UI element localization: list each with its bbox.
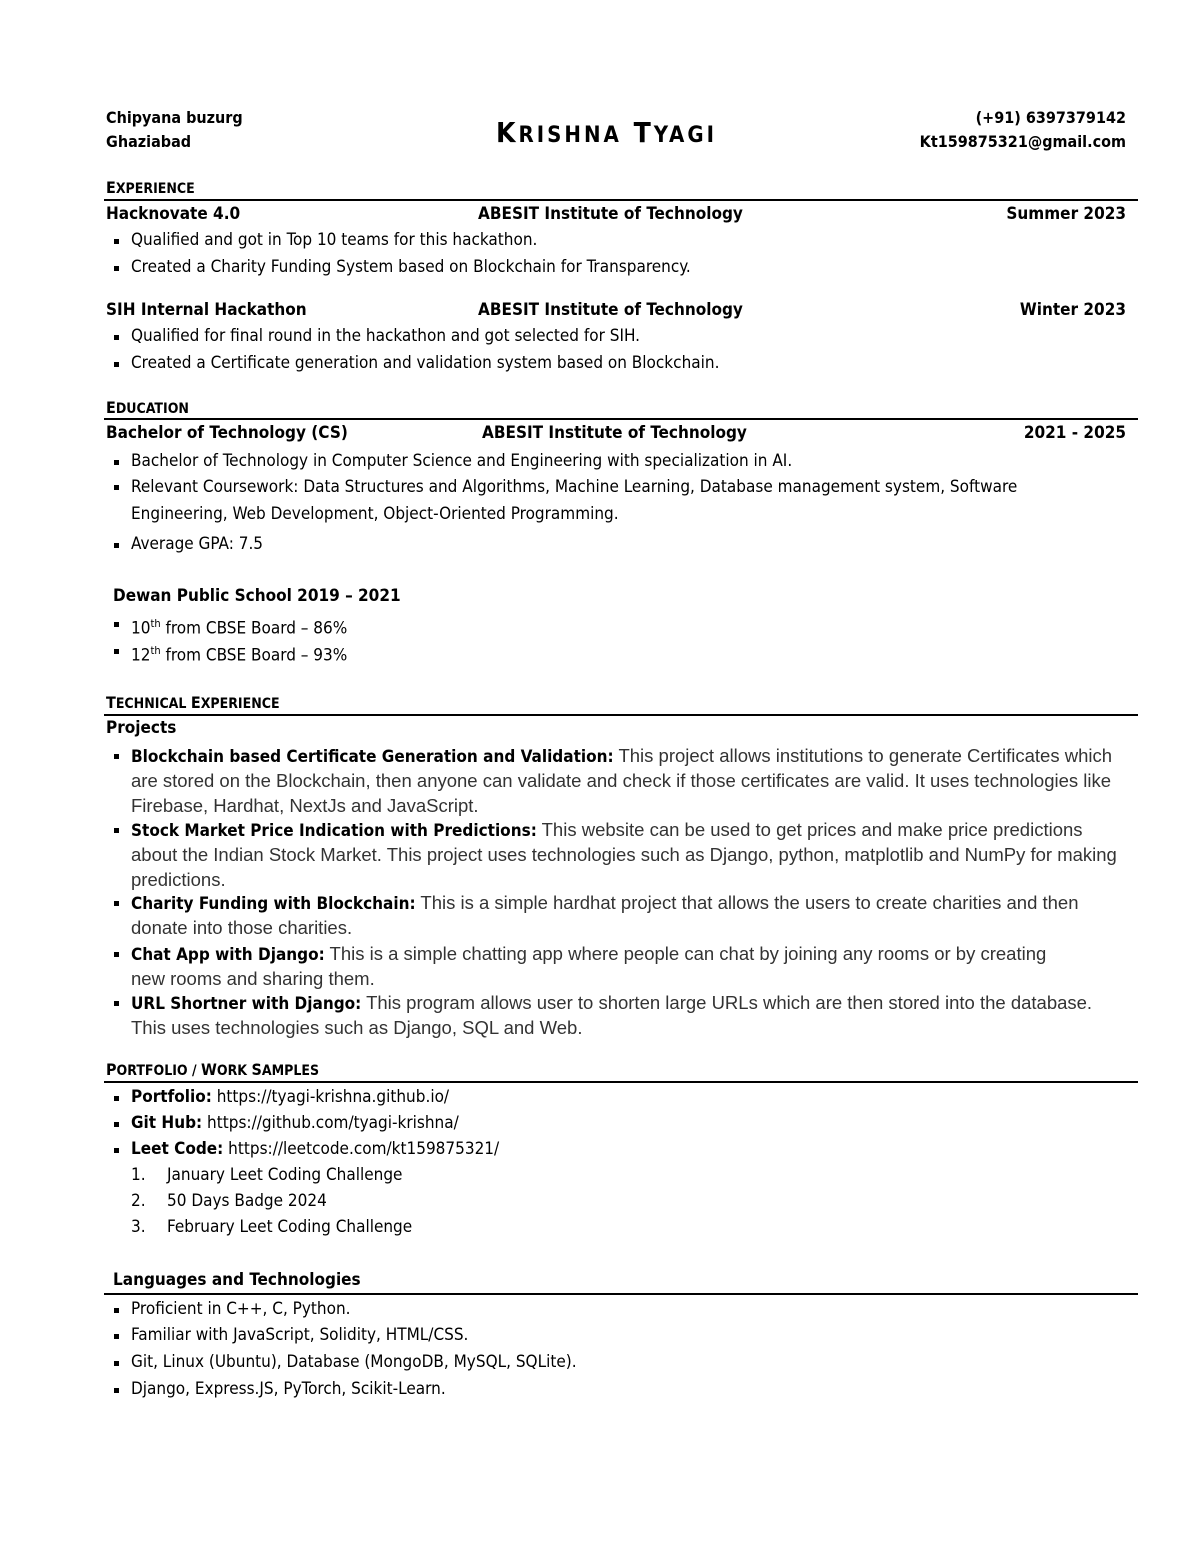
list-item: 10th from CBSE Board – 86% <box>112 611 1132 642</box>
languages-divider <box>104 1293 1138 1295</box>
project-item: URL Shortner with Django: This program allows user to shorten large URLs which are then stored into the database. This uses technologies such as Django, SQL and Web. <box>112 991 1097 1041</box>
experience-divider <box>104 199 1138 201</box>
achievement-item: 1. January Leet Coding Challenge <box>131 1165 403 1185</box>
experience-entry-2 <box>106 300 1126 324</box>
list-item: Familiar with JavaScript, Solidity, HTML/CSS. <box>112 1323 1132 1348</box>
phone-number: (+91) 6397379142 <box>975 108 1126 127</box>
candidate-name: KRISHNA TYAGI <box>496 116 717 149</box>
event-org: ABESIT Institute of Technology <box>478 204 743 224</box>
email-address: Kt159875321@gmail.com <box>919 132 1126 151</box>
github-link[interactable]: https://github.com/tyagi-krishna/ <box>207 1113 459 1133</box>
list-item: Django, Express.JS, PyTorch, Scikit-Learn. <box>112 1377 1132 1402</box>
institute-name: ABESIT Institute of Technology <box>482 423 747 443</box>
languages-heading: Languages and Technologies <box>113 1270 361 1290</box>
event-date: Winter 2023 <box>1019 300 1126 320</box>
list-item: Git, Linux (Ubuntu), Database (MongoDB, MySQL, SQLite). <box>112 1350 1132 1375</box>
project-item: Charity Funding with Blockchain: This is a simple hardhat project that allows the users to create charities and then donate into those charities. <box>112 891 1127 941</box>
list-item: Proficient in C++, C, Python. <box>112 1297 1132 1322</box>
leetcode-link-item: Leet Code: https://leetcode.com/kt159875321/ <box>112 1137 1132 1162</box>
list-item: Qualified for final round in the hackathon and got selected for SIH. <box>112 324 1132 349</box>
education-heading: EDUCATION <box>106 398 189 417</box>
achievement-item: 3. February Leet Coding Challenge <box>131 1217 413 1237</box>
technical-experience-heading: TECHNICAL EXPERIENCE <box>106 693 280 712</box>
portfolio-divider <box>104 1081 1138 1083</box>
list-item: Created a Charity Funding System based on Blockchain for Transparency. <box>112 255 1132 280</box>
address-line-2: Ghaziabad <box>106 132 192 151</box>
experience-heading: EXPERIENCE <box>106 178 195 197</box>
event-org: ABESIT Institute of Technology <box>478 300 743 320</box>
project-item: Chat App with Django: This is a simple chatting app where people can chat by joining any rooms or by creating new rooms and sharing them. <box>112 942 1077 992</box>
event-name: SIH Internal Hackathon <box>106 300 307 320</box>
portfolio-link-item: Portfolio: https://tyagi-krishna.github.io/ <box>112 1085 1132 1110</box>
list-item: Average GPA: 7.5 <box>112 532 1132 557</box>
portfolio-heading: PORTFOLIO / WORK SAMPLES <box>106 1060 320 1079</box>
school-heading: Dewan Public School 2019 – 2021 <box>113 586 401 606</box>
degree-name: Bachelor of Technology (CS) <box>106 423 348 443</box>
list-item: Created a Certificate generation and validation system based on Blockchain. <box>112 351 1132 376</box>
education-divider <box>104 418 1138 420</box>
event-name: Hacknovate 4.0 <box>106 204 241 224</box>
address-line-1: Chipyana buzurg <box>106 108 243 127</box>
github-link-item: Git Hub: https://github.com/tyagi-krishna/ <box>112 1111 1132 1136</box>
projects-subtitle: Projects <box>106 718 177 738</box>
list-item: Relevant Coursework: Data Structures and Algorithms, Machine Learning, Database management system, Software Engineering, Web Development, Object-Oriented Programming. <box>112 474 1072 528</box>
experience-entry-1 <box>106 204 1126 228</box>
education-entry <box>106 423 1126 447</box>
portfolio-link[interactable]: https://tyagi-krishna.github.io/ <box>216 1087 450 1107</box>
achievement-item: 2. 50 Days Badge 2024 <box>131 1191 327 1211</box>
project-item: Stock Market Price Indication with Predictions: This website can be used to get prices and make price predictions about the Indian Stock Market. This project uses technologies such as Django, python, matplotlib and NumPy for making predictions. <box>112 818 1122 893</box>
technical-divider <box>104 714 1138 716</box>
list-item: 12th from CBSE Board – 93% <box>112 638 1132 669</box>
event-date: Summer 2023 <box>1006 204 1126 224</box>
list-item: Bachelor of Technology in Computer Science and Engineering with specialization in AI. <box>112 449 1132 474</box>
education-years: 2021 - 2025 <box>1023 423 1126 443</box>
project-item: Blockchain based Certificate Generation and Validation: This project allows institutions to generate Certificates which are stored on the Blockchain, then anyone can validate and check if those certificates are valid. It uses technologies like Firebase, Hardhat, NextJs and JavaScript. <box>112 744 1122 819</box>
list-item: Qualified and got in Top 10 teams for this hackathon. <box>112 228 1132 253</box>
leetcode-link[interactable]: https://leetcode.com/kt159875321/ <box>228 1139 500 1159</box>
